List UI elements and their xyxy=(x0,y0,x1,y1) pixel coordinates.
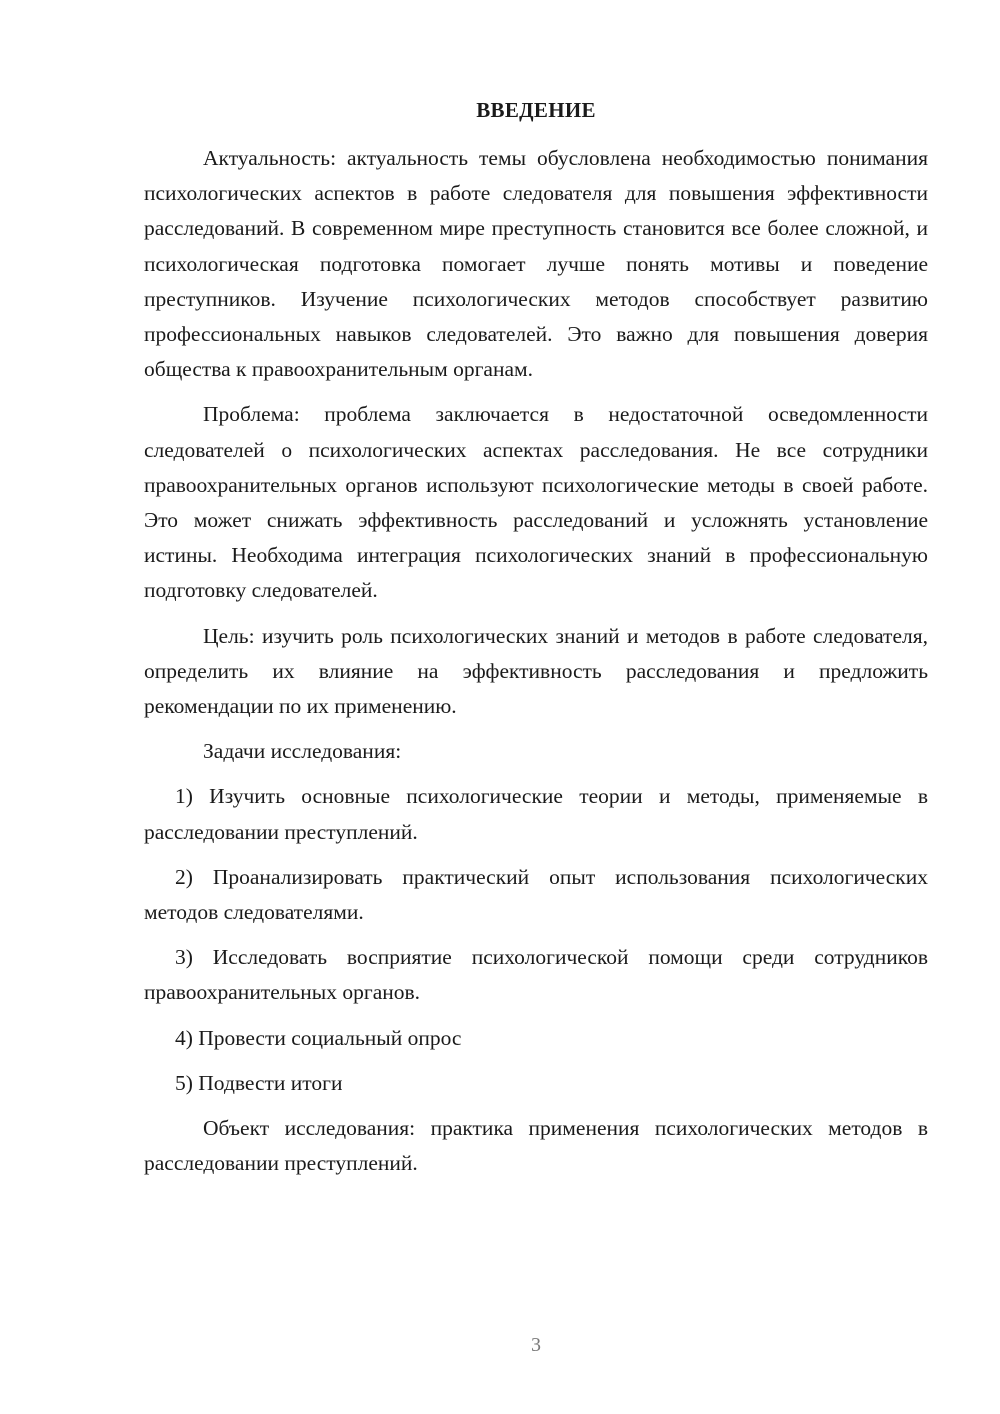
paragraph-tasks-heading: Задачи исследования: xyxy=(203,739,402,764)
list-item-task-3: 3) Исследовать восприятие психологической помощи среди сотрудников правоохранительных органов. xyxy=(144,945,928,1005)
paragraph-object: Объект исследования: практика применения психологических методов в расследовании преступлений. xyxy=(144,1116,928,1176)
list-item-task-5: 5) Подвести итоги xyxy=(175,1070,343,1095)
page-title: ВВЕДЕНИЕ xyxy=(476,98,596,122)
paragraph-relevance: Актуальность: актуальность темы обусловлена необходимостью понимания психологических аспектов в работе следователя для повышения эффективности расследований. В современном мире преступность становится все более сложной, и психологическая подготовка помогает лучше понять мотивы и поведение преступников. Изучение психологических методов способствует развитию профессиональных навыков следователей. Это важно для повышения доверия общества к правоохранительным органам. xyxy=(144,146,928,382)
paragraph-goal: Цель: изучить роль психологических знаний и методов в работе следователя, определить их влияние на эффективность расследования и предложить рекомендации по их применению. xyxy=(144,623,928,719)
list-item-task-2: 2) Проанализировать практический опыт использования психологических методов следователями. xyxy=(144,864,928,925)
paragraph-problem: Проблема: проблема заключается в недостаточной осведомленности следователей о психологических аспектах расследования. Не все сотрудники правоохранительных органов используют психологические методы в своей работе. Это может снижать эффективность расследований и усложнять установление истины. Необходима интеграция психологических знаний в профессиональную подготовку следователей. xyxy=(144,402,928,603)
list-item-task-4: 4) Провести социальный опрос xyxy=(175,1025,462,1050)
list-item-task-1: 1) Изучить основные психологические теории и методы, применяемые в расследовании преступлений. xyxy=(144,784,928,844)
page-content xyxy=(144,96,928,1191)
page-number: 3 xyxy=(531,1334,541,1356)
